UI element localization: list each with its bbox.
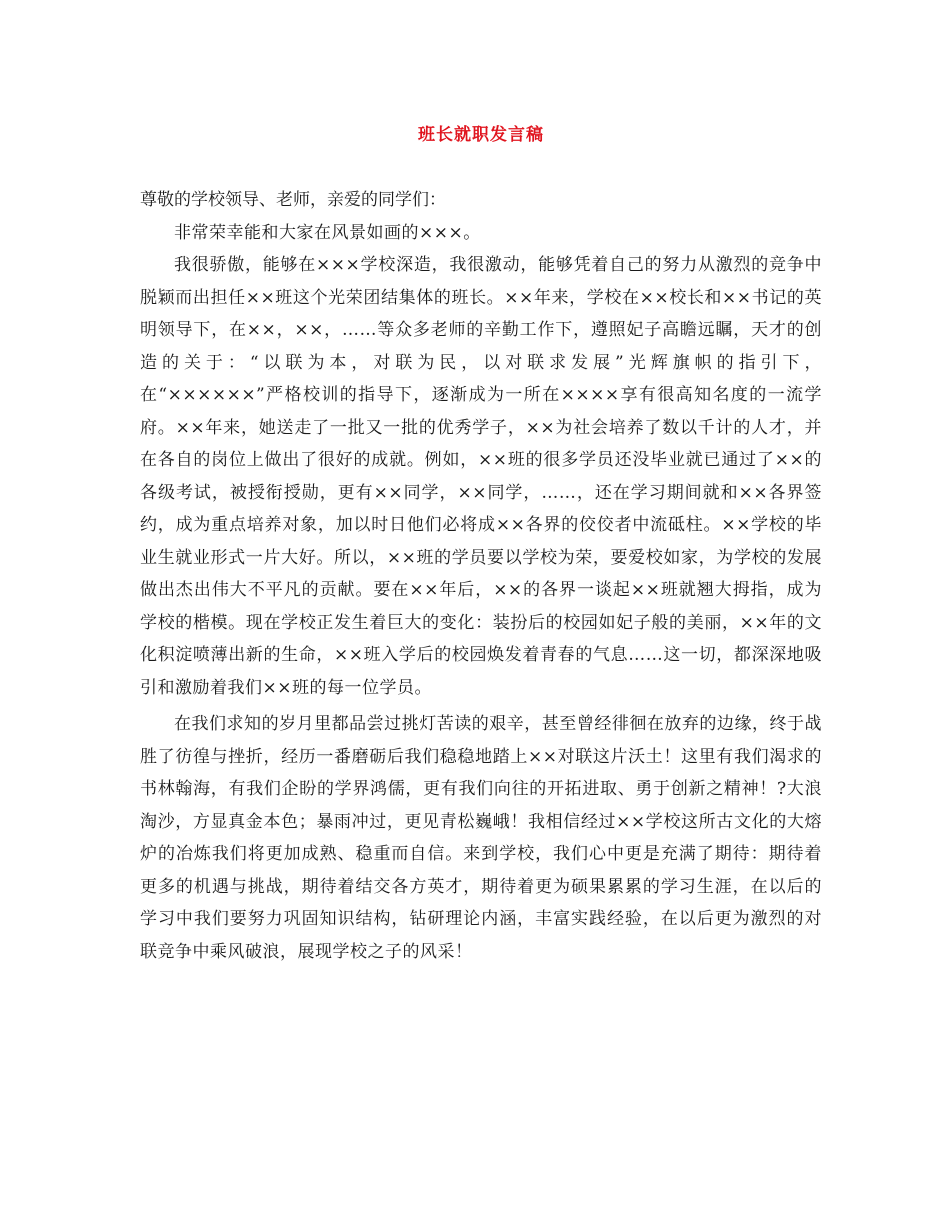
document-title: 班长就职发言稿 — [418, 125, 544, 145]
paragraph-3: 在我们求知的岁月里都品尝过挑灯苦读的艰辛，甚至曾经徘徊在放弃的边缘，终于战胜了彷徨与挫折，经历一番磨砺后我们稳稳地踏上××对联这片沃土！这里有我们渴求的书林翰海，有我们企盼的学界鸿儒，更有我们向往的开拓进取、勇于创新之精神！?大浪淘沙，方显真金本色；暴雨冲过，更见青松巍峨！我相信经过××学校这所古文化的大熔炉的冶炼我们将更加成熟、稳重而自信。来到学校，我们心中更是充满了期待：期待着更多的机遇与挑战，期待着结交各方英才，期待着更为硕果累累的学习生涯，在以后的学习中我们要努力巩固知识结构，钻研理论内涵，丰富实践经验，在以后更为激烈的对联竞争中乘风破浪，展现学校之子的风采！ — [140, 714, 822, 962]
salutation: 尊敬的学校领导、老师，亲爱的同学们： — [140, 190, 446, 210]
paragraph-1: 非常荣幸能和大家在风景如画的×××。 — [174, 222, 481, 243]
paragraph-2: 我很骄傲，能够在×××学校深造，我很激动，能够凭着自己的努力从激烈的竞争中脱颖而出担任××班这个光荣团结集体的班长。××年来，学校在××校长和××书记的英明领导下，在××，××，……等众多老师的辛勤工作下，遵照妃子高瞻远瞩，天才的创造的关于：“以联为本，对联为民，以对联求发展”光辉旗帜的指引下，在“××××××”严格校训的指导下，逐渐成为一所在××××享有很高知名度的一流学府。××年来，她送走了一批又一批的优秀学子，××为社会培养了数以千计的人才，并在各自的岗位上做出了很好的成就。例如，××班的很多学员还没毕业就已通过了××的各级考试，被授衔授勋，更有××同学，××同学，……，还在学习期间就和××各界签约，成为重点培养对象，加以时日他们必将成××各界的佼佼者中流砥柱。××学校的毕业生就业形式一片大好。所以，××班的学员要以学校为荣，要爱校如家，为学校的发展做出杰出伟大不平凡的贡献。要在××年后，××的各界一谈起××班就翘大拇指，成为学校的楷模。现在学校正发生着巨大的变化：装扮后的校园如妃子般的美丽，××年的文化积淀喷薄出新的生命，××班入学后的校园焕发着青春的气息……这一切，都深深地吸引和激励着我们××班的每一位学员。 — [140, 255, 822, 698]
document-page — [140, 120, 822, 968]
